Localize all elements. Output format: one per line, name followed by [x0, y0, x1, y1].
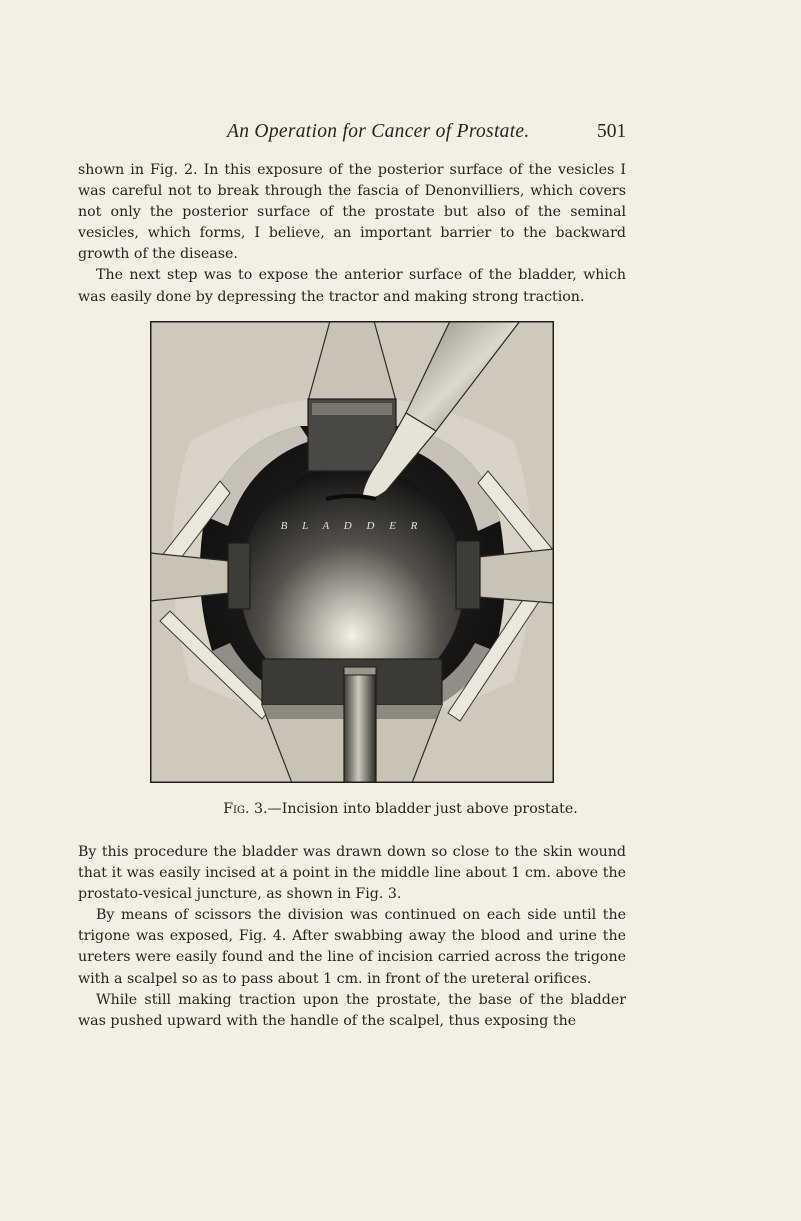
body-text-top: [78, 160, 626, 308]
surgical-illustration: [150, 321, 554, 783]
paragraph: While still making traction upon the prostate, the base of the bladder was pushed upward with the handle of the scalpel, thus exposing the: [78, 991, 626, 1029]
running-title: An Operation for Cancer of Prostate.: [227, 121, 530, 142]
tractor-rod: [344, 671, 376, 783]
paragraph: shown in Fig. 2. In this exposure of the posterior surface of the vesicles I was careful not to break through the fascia of Denonvilliers, which covers not only the posterior surface of the prostate but also of the seminal vesicles, which forms, I believe, an important barrier to the backward growth of the disease.: [78, 162, 626, 263]
caption-label: Fig. 3.: [223, 801, 268, 817]
bladder-label: B L A D D E R: [280, 520, 424, 532]
right-retractor: [478, 549, 554, 603]
paragraph: The next step was to expose the anterior surface of the bladder, which was easily done by depressing the tractor and making strong traction.: [78, 267, 626, 305]
body-text-bottom: [78, 842, 626, 1032]
paragraph: By this procedure the bladder was drawn down so close to the skin wound that it was easily incised at a point in the middle line about 1 cm. above the prostato-vesical juncture, as shown in Fig. 3.: [78, 844, 626, 903]
caption-text: —Incision into bladder just above prostate.: [267, 801, 578, 817]
figure-caption: [0, 801, 801, 817]
page-header: [0, 121, 801, 143]
paragraph: By means of scissors the division was continued on each side until the trigone was exposed, Fig. 4. After swabbing away the blood and urine the ureters were easily found and the line of incision carried across the trigone with a scalpel so as to pass about 1 cm. in front of the ureteral orifices.: [78, 907, 626, 987]
left-retractor: [150, 553, 230, 601]
page-number: 501: [597, 121, 627, 142]
